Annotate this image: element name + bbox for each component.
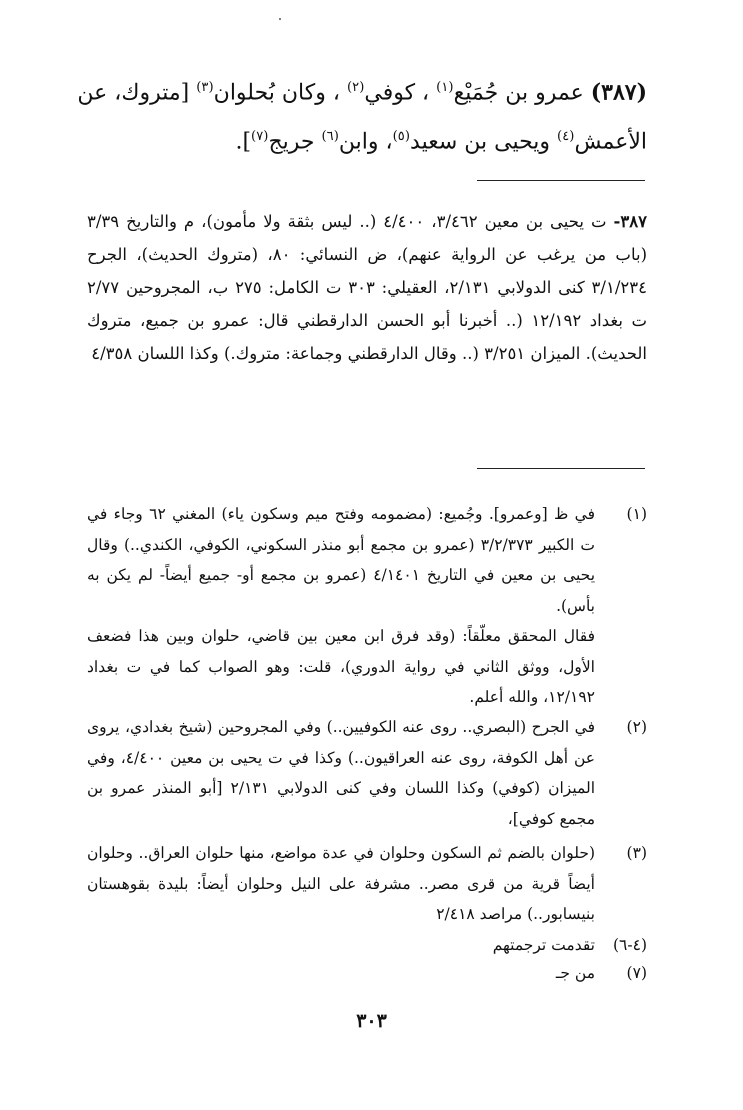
- footnote-number: (٤-٦): [612, 936, 647, 954]
- narrator-entry: [57, 66, 647, 165]
- entry-text-g: جريج: [268, 129, 315, 155]
- entry-text-a: عمرو بن جُمَيْع: [453, 80, 584, 106]
- footnote-separator: [477, 468, 645, 469]
- footnote-number: (١): [626, 505, 647, 523]
- footnote-text: (حلوان بالضم ثم السكون وحلوان في عدة مواضع، منها حلوان العراق.. وحلوان أيضاً قرية من قرى مصر.. مشرفة على النيل وحلوان أيضاً: بليدة بقوهستان بنيسابور..) مراصد ٢/٤١٨: [87, 844, 595, 923]
- footnote-ref-4: (٤): [557, 129, 575, 145]
- footnote-4-6: [87, 930, 647, 961]
- footnote-text: في الجرح (البصري.. روى عنه الكوفيين..) وفي المجروحين (شيخ بغدادي، يروى عن أهل الكوفة، روى عنه العراقيون..) وكذا في ت يحيى بن معين ٤/٤٠٠، وفي الميزان (كوفي) وكذا اللسان وفي كنى الدولابي ٢/١٣١ [أبو المنذر عمرو بن مجمع كوفي]،: [87, 718, 596, 828]
- footnote-number: (٣): [626, 844, 647, 862]
- footnote-ref-6: (٦): [321, 129, 339, 145]
- footnote-ref-2: (٢): [346, 80, 365, 95]
- footnote-text-continued: فقال المحقق معلّقاً: (وقد فرق ابن معين بين قاضي، حلوان وبين هذا فضعف الأول، ووثق الثاني في رواية الدوري)، قلت: وهو الصواب كما في ت بغداد ١٢/١٩٢، والله أعلم.: [87, 627, 595, 706]
- entry-text-e: ويحيى بن سعيد: [410, 129, 551, 155]
- footnote-text: تقدمت ترجمتهم: [492, 936, 595, 954]
- entry-number: (٣٨٧): [590, 79, 647, 106]
- footnote-1: [87, 499, 647, 713]
- footnote-7: [87, 958, 647, 989]
- footnote-text: من جـ: [555, 964, 595, 982]
- footnote-2: [87, 712, 647, 834]
- footnote-text: في ظ [وعمرو]. وجُميع: (مضمومه وفتح ميم وسكون ياء) المغني ٦٢ وجاء في ت الكبير ٣/٢/٣٧٣ (عمرو بن مجمع أبو منذر السكوني، الكوفي، الكندي..) وقال يحيى بن معين في التاريخ ٤/١٤٠١ (عمرو بن مجمع أو- جميع أيضاً- لم يكن به بأس).: [87, 505, 596, 615]
- takhrij-text: ت يحيى بن معين ٣/٤٦٢، ٤/٤٠٠ (.. ليس بثقة ولا مأمون)، م والتاريخ ٣/٣٩ (باب من يرغب عن الرواية عنهم)، ض النسائي: ٨٠، (متروك الحديث)، الجرح ٣/١/٢٣٤ كنى الدولابي ٢/١٣١، العقيلي: ٣٠٣ ت الكامل: ٢٧٥ ب، المجروحين ٢/٧٧ ت بغداد ١٢/١٩٢ (.. أخبرنا أبو الحسن الدارقطني قال: عمرو بن جميع، متروك الحديث). الميزان ٣/٢٥١ (.. وقال الدارقطني وجماعة: متروك.) وكذا اللسان ٤/٣٥٨: [87, 212, 648, 363]
- entry-text-c: ، وكان بُحلوان: [213, 80, 340, 106]
- footnote-number: (٧): [626, 964, 647, 982]
- takhrij-number: ٣٨٧-: [613, 212, 647, 231]
- footnote-ref-7: (٧): [251, 129, 269, 145]
- footnote-3: [87, 838, 647, 930]
- separator-rule: [477, 180, 645, 181]
- footnote-number: (٢): [626, 718, 647, 736]
- page-speck: [279, 18, 281, 20]
- takhrij-section: [87, 205, 647, 370]
- entry-text-f: ، وابن: [338, 129, 393, 155]
- entry-text-d: [متروك، عن الأعمش: [77, 80, 647, 155]
- footnote-ref-3: (٣): [196, 80, 214, 95]
- footnote-ref-5: (٥): [392, 129, 411, 145]
- entry-text-h: ].: [235, 129, 252, 155]
- footnote-ref-1: (١): [436, 80, 454, 95]
- page-number: ٣٠٣: [356, 1010, 387, 1032]
- entry-text-b: ، كوفي: [364, 80, 430, 106]
